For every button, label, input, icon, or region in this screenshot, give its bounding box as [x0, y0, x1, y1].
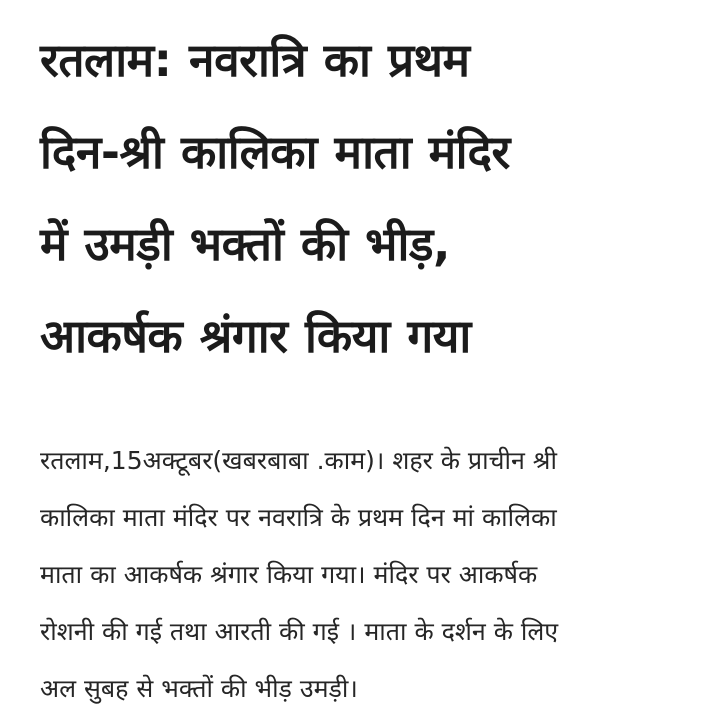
article-headline [40, 14, 680, 382]
article-body [40, 432, 690, 717]
headline-line: में उमड़ी भक्तों की भीड़, [40, 217, 451, 271]
headline-line: दिन-श्री कालिका माता मंदिर [40, 125, 510, 179]
body-line: कालिका माता मंदिर पर नवरात्रि के प्रथम दिन मां कालिका [40, 503, 557, 532]
headline-line: आकर्षक श्रंगार किया गया [40, 309, 471, 363]
body-line: माता का आकर्षक श्रंगार किया गया। मंदिर पर आकर्षक [40, 560, 538, 589]
body-line: रतलाम,15अक्टूबर(खबरबाबा .काम)। शहर के प्राचीन श्री [40, 446, 557, 475]
headline-line: रतलाम: नवरात्रि का प्रथम [40, 33, 470, 87]
body-line: रोशनी की गई तथा आरती की गई । माता के दर्शन के लिए [40, 617, 559, 646]
body-line: अल सुबह से भक्तों की भीड़ उमड़ी। [40, 674, 358, 703]
